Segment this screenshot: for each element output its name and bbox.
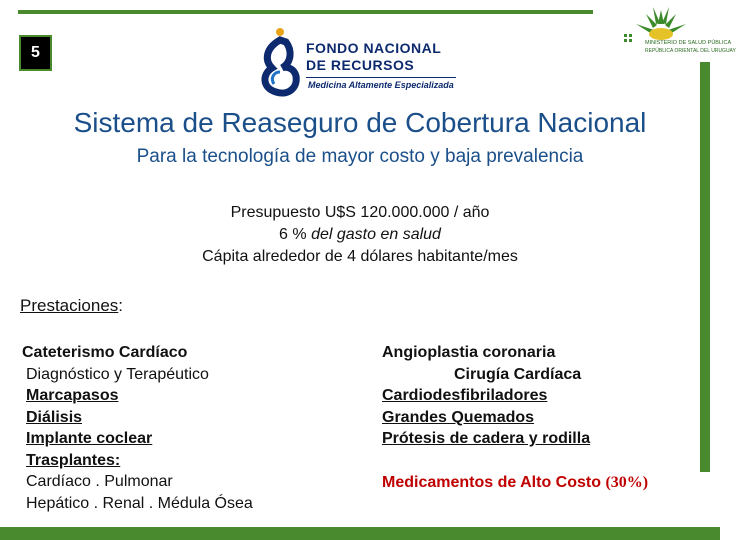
- prestaciones-colon: :: [118, 296, 124, 315]
- high-cost-medicines: [382, 472, 648, 494]
- high-cost-medicines-label: Medicamentos de Alto Costo: [382, 473, 606, 491]
- fnr-logo-line1: FONDO NACIONAL: [306, 40, 442, 56]
- prestaciones-heading: [20, 296, 123, 316]
- list-item: Cateterismo Cardíaco: [22, 344, 188, 361]
- list-item: Marcapasos: [26, 387, 119, 404]
- list-item: Grandes Quemados: [382, 408, 535, 426]
- list-item: Diagnóstico y Terapéutico: [26, 365, 209, 383]
- prestaciones-label: Prestaciones: [20, 296, 119, 315]
- health-spend-percent: 6 %: [279, 226, 312, 243]
- fnr-logo-rule: [306, 77, 456, 78]
- budget-line: Presupuesto U$S 120.000.000 / año: [230, 204, 490, 221]
- slide-title: Sistema de Reaseguro de Cobertura Nacional: [73, 107, 647, 138]
- high-cost-medicines-percent: (30%): [605, 473, 649, 491]
- health-spend-line: [0, 224, 720, 246]
- list-item: Cardiodesfibriladores: [382, 387, 548, 404]
- fnr-emblem-icon: [256, 26, 304, 98]
- slide-subtitle: Para la tecnología de mayor costo y baja prevalencia: [136, 146, 584, 167]
- bottom-accent-bar: [0, 527, 720, 540]
- list-item: Prótesis de cadera y rodilla: [382, 430, 591, 447]
- list-item: Angioplastia coronaria: [382, 344, 556, 361]
- slide-number-badge: 5: [19, 35, 52, 71]
- fnr-logo-line2: DE RECURSOS: [306, 57, 415, 73]
- services-list-right: [382, 342, 648, 493]
- ministry-name: MINISTERIO DE SALUD PÚBLICA: [645, 40, 732, 46]
- budget-stats: [0, 202, 720, 268]
- sun-tree-emblem-icon: [616, 4, 706, 44]
- list-item: Implante coclear: [26, 430, 153, 447]
- services-list-left: [22, 342, 253, 514]
- fnr-logo-tagline: Medicina Altamente Especializada: [308, 80, 454, 90]
- list-item: Hepático . Renal . Médula Ósea: [26, 494, 253, 512]
- capita-line: Cápita alrededor de 4 dólares habitante/mes: [202, 248, 518, 265]
- list-item: Cirugía Cardíaca: [454, 365, 582, 383]
- fnr-logo: [256, 26, 466, 98]
- list-item: Diálisis: [26, 408, 83, 426]
- list-item: Cardíaco . Pulmonar: [26, 473, 173, 490]
- list-item: Trasplantes:: [26, 451, 121, 469]
- health-spend-text: del gasto en salud: [311, 226, 441, 243]
- ministry-logo: [616, 4, 706, 64]
- top-divider-line: [18, 10, 593, 14]
- ministry-country: REPÚBLICA ORIENTAL DEL URUGUAY: [645, 48, 736, 54]
